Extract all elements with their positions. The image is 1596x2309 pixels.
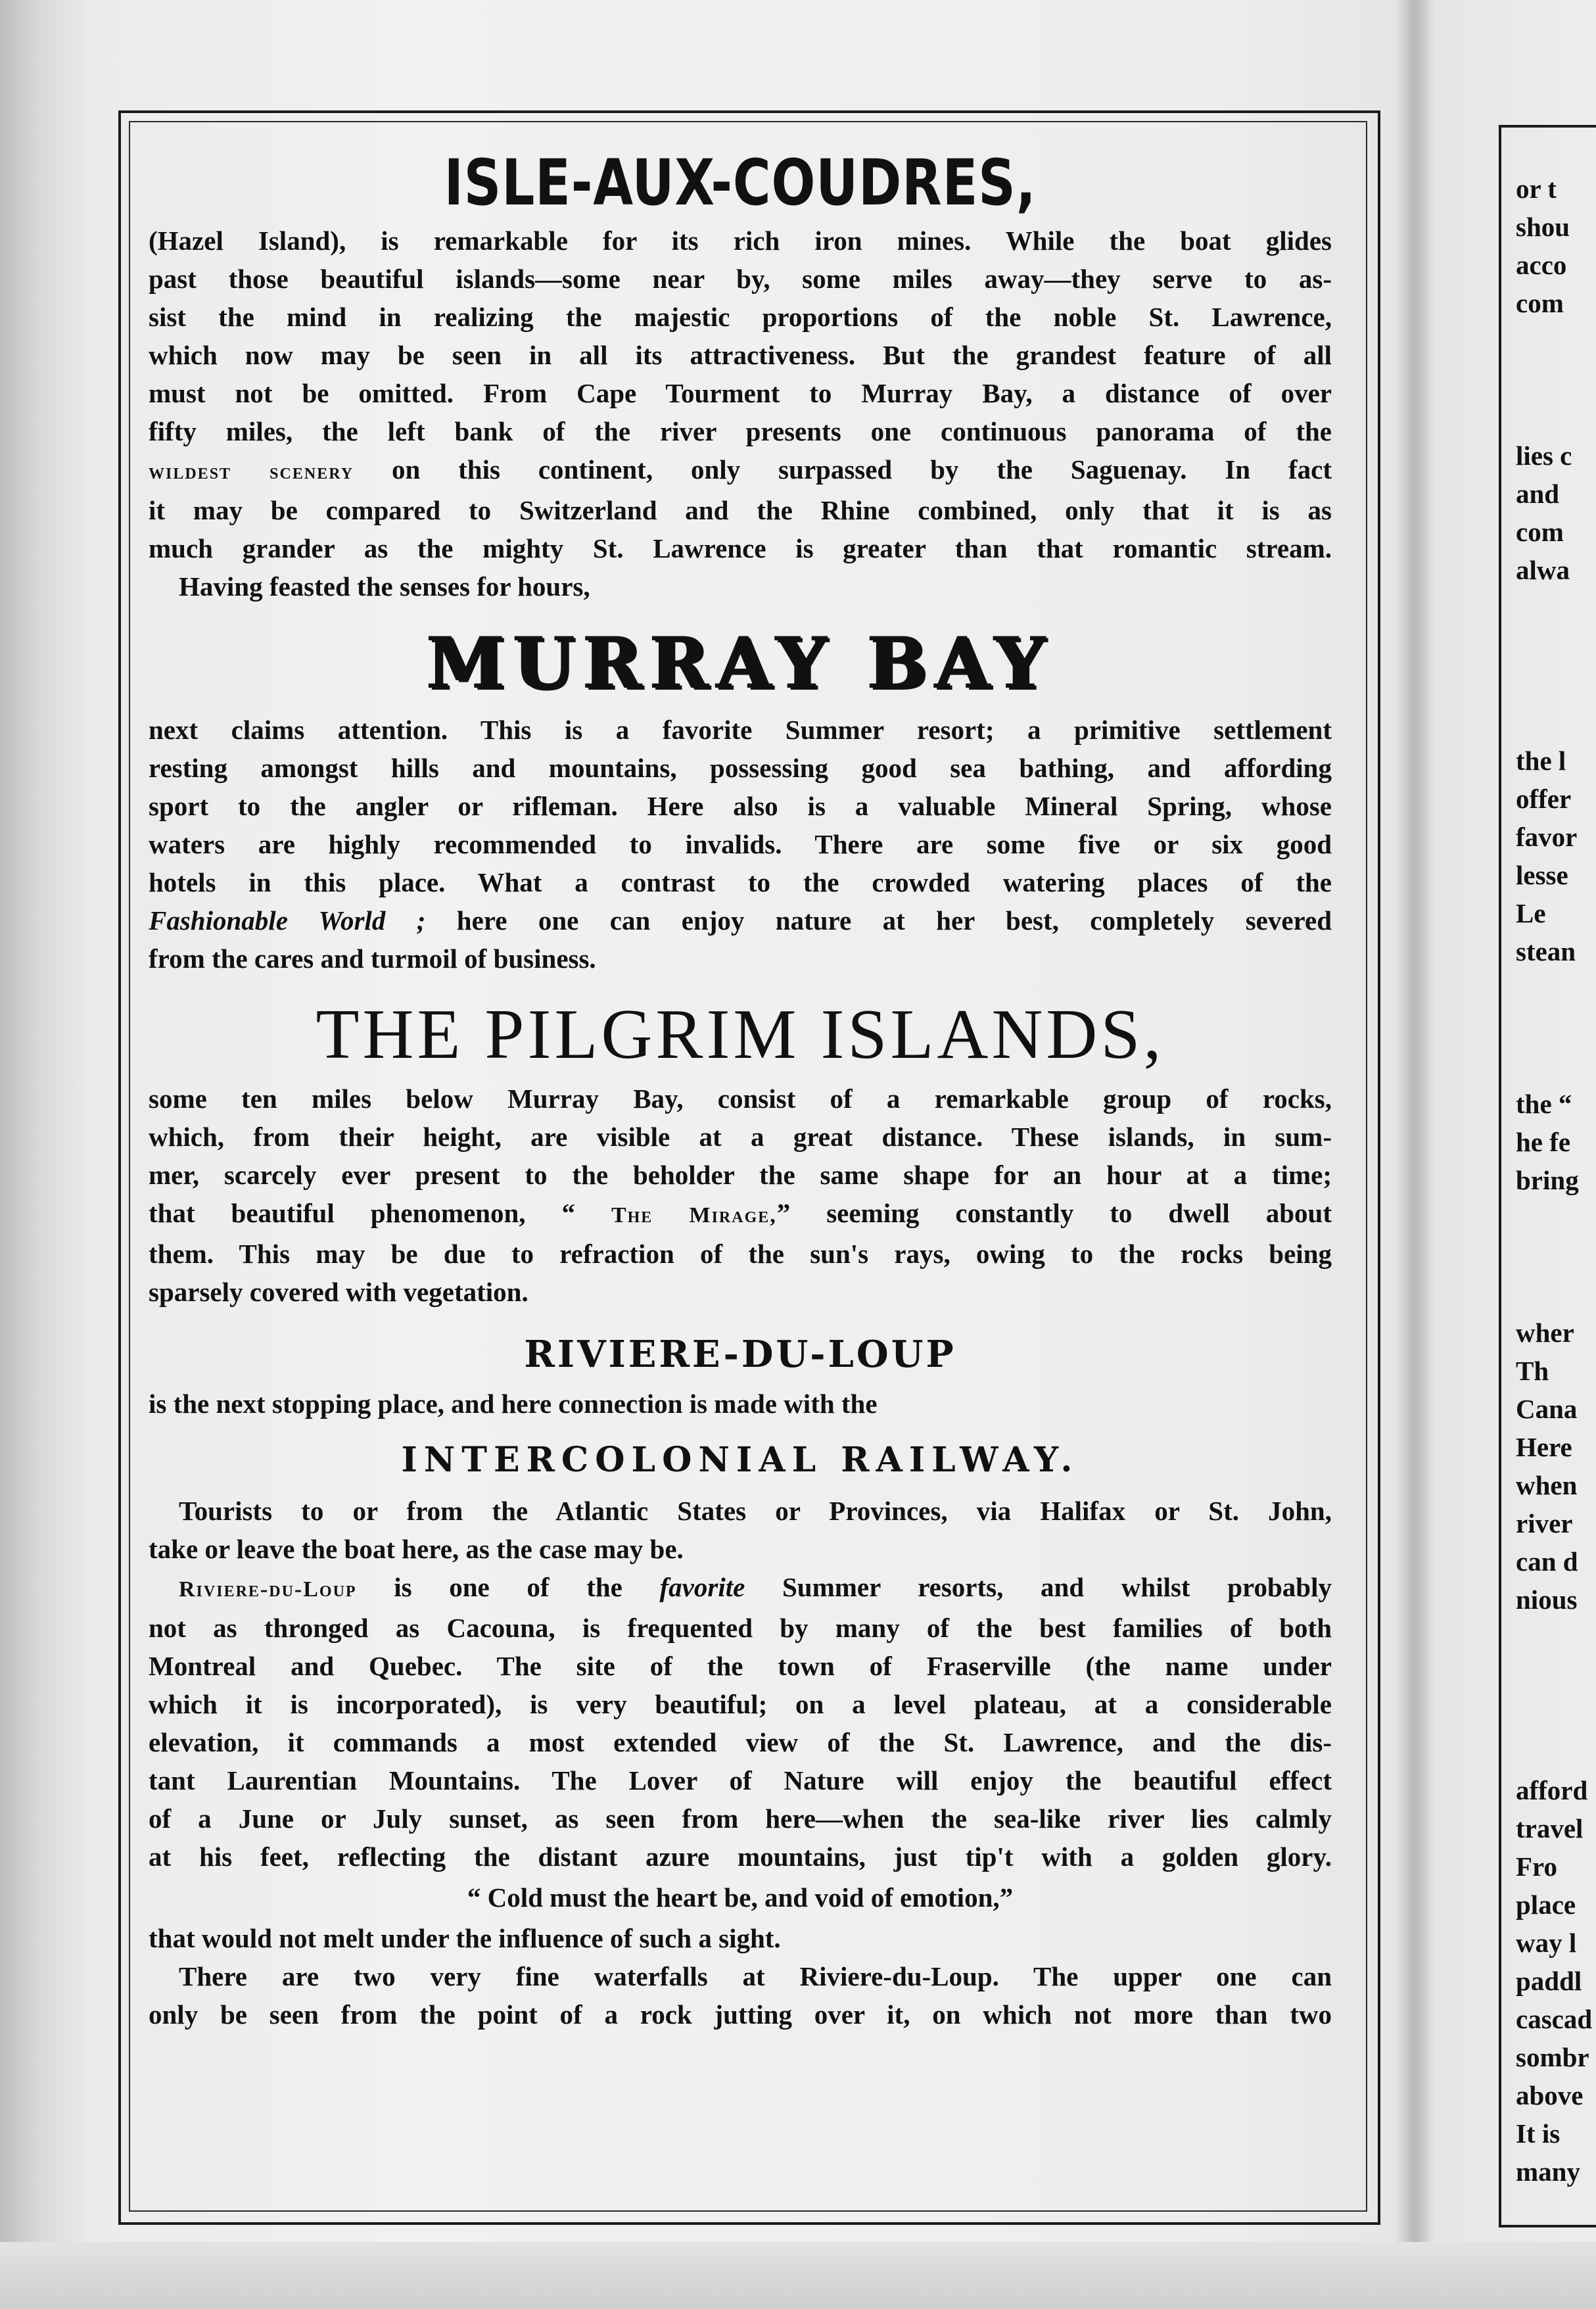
adjacent-page-line-fragment: com [1516, 288, 1564, 318]
text-line: Montreal and Quebec. The site of the town of Fraserville (the name under [149, 1650, 1332, 1681]
text-line: take or leave the boat here, as the case may be. [149, 1533, 684, 1564]
text-line: There are two very fine waterfalls at Riviere-du-Loup. The upper one can [179, 1961, 1332, 1991]
text-line: which, from their height, are visible at a great distance. These islands, in sum- [149, 1122, 1332, 1153]
text-line [149, 1194, 1332, 1235]
adjacent-page-line-fragment: favor [1516, 822, 1578, 852]
adjacent-page-line-fragment: lesse [1516, 860, 1568, 890]
adjacent-page-line-fragment: offer [1516, 784, 1572, 814]
adjacent-page-line-fragment [1516, 703, 1596, 742]
adjacent-page-line-fragment [1516, 1733, 1596, 1771]
adjacent-page-line-fragment [1516, 322, 1596, 360]
adjacent-page-line-fragment: way l [1516, 1928, 1577, 1958]
adjacent-page-line-fragment: wher [1516, 1318, 1574, 1348]
adjacent-page-line-fragment: com [1516, 517, 1564, 547]
adjacent-page-line-fragment [1516, 1199, 1596, 1237]
adjacent-page-line-fragment: river [1516, 1508, 1573, 1538]
adjacent-page-line-fragment: the l [1516, 746, 1566, 776]
text-line: from the cares and turmoil of business. [149, 943, 596, 974]
text-line: Having feasted the senses for hours, [179, 571, 590, 602]
text-line [149, 450, 1332, 491]
text-line: sport to the angler or rifleman. Here also is a valuable Mineral Spring, whose [149, 790, 1332, 821]
text-line: elevation, it commands a most extended view of the St. Lawrence, and the dis- [149, 1726, 1332, 1757]
adjacent-page-line-fragment: Fro [1516, 1851, 1558, 1882]
adjacent-page-line-fragment [1516, 398, 1596, 437]
adjacent-page-line-fragment [1516, 1237, 1596, 1275]
main-text-column [149, 146, 1332, 2034]
small-caps-phrase: The Mirage, [611, 1203, 777, 1228]
adjacent-page-line-fragment: nious [1516, 1584, 1578, 1615]
adjacent-page-line-fragment [1516, 970, 1596, 1009]
text-fragment: here one can enjoy nature at her best, completely severed [425, 905, 1332, 936]
text-fragment: Summer resorts, and whilst probably [745, 1571, 1332, 1602]
text-line: it may be compared to Switzerland and the Rhine combined, only that it is as [149, 494, 1332, 525]
adjacent-page-line-fragment: Th [1516, 1356, 1549, 1386]
adjacent-page-line-fragment [1516, 1657, 1596, 1695]
adjacent-page-line-fragment: acco [1516, 250, 1567, 280]
text-line: not as thronged as Cacouna, is frequented by many of the best families of both [149, 1612, 1332, 1643]
text-line: which now may be seen in all its attractiveness. But the grandest feature of all [149, 339, 1332, 370]
adjacent-page-line-fragment: many [1516, 2156, 1580, 2187]
text-line: only be seen from the point of a rock jutting over it, on which not more than two [149, 1999, 1332, 2030]
adjacent-page-line-fragment [1516, 1275, 1596, 1314]
adjacent-page-text-column [1516, 170, 1596, 2191]
text-line: of a June or July sunset, as seen from here—when the sea-like river lies calmly [149, 1803, 1332, 1834]
text-line: Tourists to or from the Atlantic States or Provinces, via Halifax or St. John, [179, 1495, 1332, 1526]
text-line [149, 1568, 1332, 1609]
heading-murray-bay: MURRAY BAY [427, 621, 1054, 705]
page-bottom-margin [0, 2242, 1596, 2309]
adjacent-page-line-fragment: Le [1516, 898, 1546, 928]
text-line: sparsely covered with vegetation. [149, 1277, 528, 1308]
text-line: (Hazel Island), is remarkable for its rich iron mines. While the boat glides [149, 225, 1332, 256]
adjacent-page-line-fragment: travel [1516, 1813, 1584, 1844]
text-line: some ten miles below Murray Bay, consist of a remarkable group of rocks, [149, 1083, 1332, 1114]
adjacent-page-line-fragment [1516, 360, 1596, 398]
text-line: them. This may be due to refraction of the sun's rays, owing to the rocks being [149, 1239, 1332, 1270]
text-line: next claims attention. This is a favorite Summer resort; a primitive settlement [149, 714, 1332, 745]
text-line: is the next stopping place, and here connection is made with the [149, 1388, 878, 1419]
text-line: much grander as the mighty St. Lawrence is greater than that romantic stream. [149, 533, 1332, 563]
text-line: at his feet, reflecting the distant azure mountains, just tip't with a golden glory. [149, 1841, 1332, 1872]
text-line: mer, scarcely ever present to the beholder the same shape for an hour at a time; [149, 1160, 1332, 1191]
text-line: sist the mind in realizing the majestic proportions of the noble St. Lawrence, [149, 301, 1332, 332]
text-line: tant Laurentian Mountains. The Lover of Nature will enjoy the beautiful effect [149, 1765, 1332, 1796]
text-line: fifty miles, the left bank of the river presents one continuous panorama of the [149, 416, 1332, 446]
adjacent-page-line-fragment [1516, 665, 1596, 703]
adjacent-page-line-fragment: cascad [1516, 2004, 1593, 2034]
adjacent-page-line-fragment: bring [1516, 1165, 1579, 1195]
heading-riviere-du-loup: RIVIERE-DU-LOUP [524, 1333, 956, 1377]
adjacent-page-line-fragment: shou [1516, 212, 1570, 242]
quotation: “ Cold must the heart be, and void of emotion,” [467, 1882, 1014, 1913]
adjacent-page-line-fragment: place [1516, 1890, 1576, 1920]
adjacent-page-line-fragment: It is [1516, 2118, 1561, 2149]
adjacent-page-line-fragment [1516, 1009, 1596, 1047]
adjacent-page-line-fragment: alwa [1516, 555, 1570, 585]
adjacent-page-line-fragment: when [1516, 1470, 1578, 1500]
adjacent-page-line-fragment: and [1516, 479, 1560, 509]
text-line [149, 901, 1332, 940]
adjacent-page-line-fragment: above [1516, 2080, 1584, 2110]
adjacent-page-line-fragment [1516, 589, 1596, 627]
text-fragment: that beautiful phenomenon, “ [149, 1198, 611, 1229]
adjacent-page-line-fragment: Cana [1516, 1394, 1578, 1424]
page-fold-shadow [1397, 0, 1436, 2309]
adjacent-page-line-fragment: lies c [1516, 440, 1572, 471]
text-line: that would not melt under the influence of such a sight. [149, 1922, 781, 1953]
heading-intercolonial-railway: INTERCOLONIAL RAILWAY. [401, 1439, 1079, 1480]
heading-isle-aux-coudres: ISLE-AUX-COUDRES, [444, 146, 1037, 220]
small-caps-phrase: Riviere-du-Loup [179, 1577, 357, 1602]
text-line: must not be omitted. From Cape Tourment to Murray Bay, a distance of over [149, 377, 1332, 408]
adjacent-page-line-fragment [1516, 1619, 1596, 1657]
text-fragment: on this continent, only surpassed by the Saguenay. In fact [354, 454, 1332, 485]
adjacent-page-line-fragment: or t [1516, 174, 1557, 204]
adjacent-page-line-fragment [1516, 1047, 1596, 1085]
adjacent-page-line-fragment: the “ [1516, 1089, 1572, 1119]
adjacent-page-line-fragment [1516, 1695, 1596, 1733]
text-line: which it is incorporated), is very beautiful; on a level plateau, at a considerable [149, 1688, 1332, 1719]
text-line: past those beautiful islands—some near by, some miles away—they serve to as- [149, 263, 1332, 294]
italic-phrase: favorite [659, 1571, 745, 1602]
italic-phrase: Fashionable World ; [149, 905, 426, 936]
text-fragment: ” seeming constantly to dwell about [776, 1198, 1332, 1229]
small-caps-phrase: wildest scenery [149, 459, 354, 484]
heading-pilgrim-islands: THE PILGRIM ISLANDS, [316, 995, 1165, 1074]
adjacent-page-line-fragment: Here [1516, 1432, 1572, 1462]
adjacent-page-line-fragment: stean [1516, 936, 1576, 966]
text-line: hotels in this place. What a contrast to the crowded watering places of the [149, 867, 1332, 897]
text-line: waters are highly recommended to invalids. There are some five or six good [149, 828, 1332, 859]
adjacent-page-line-fragment [1516, 627, 1596, 665]
adjacent-page-line-fragment: can d [1516, 1546, 1578, 1577]
adjacent-page-line-fragment: paddl [1516, 1966, 1582, 1996]
adjacent-page-line-fragment: sombr [1516, 2042, 1589, 2072]
text-line: resting amongst hills and mountains, possessing good sea bathing, and affording [149, 752, 1332, 783]
adjacent-page-line-fragment: he fe [1516, 1127, 1571, 1157]
text-fragment: is one of the [356, 1571, 660, 1602]
adjacent-page-line-fragment: afford [1516, 1775, 1588, 1805]
